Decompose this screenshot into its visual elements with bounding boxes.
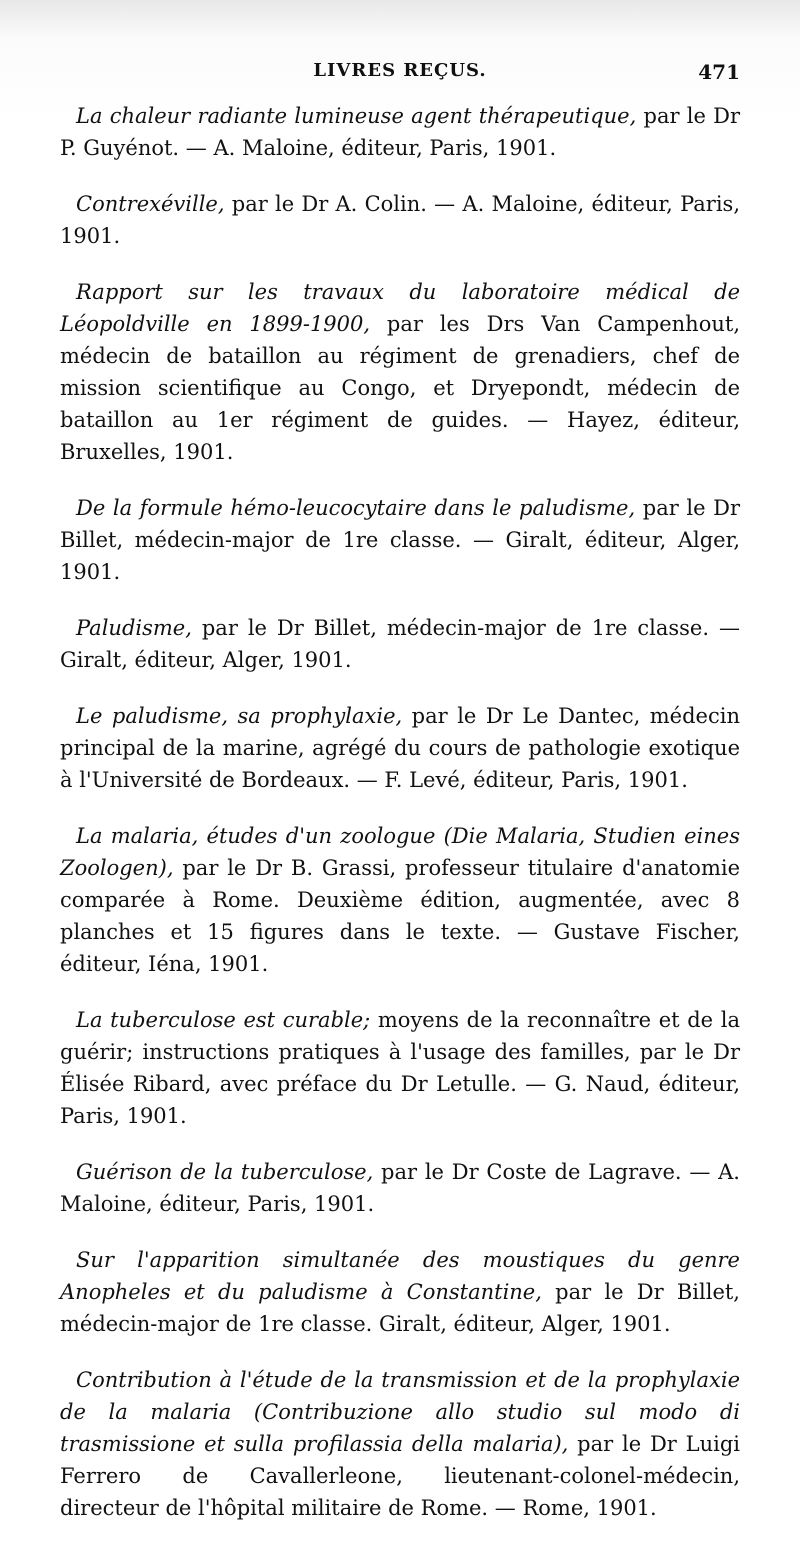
book-details: par le Dr B. Grassi, professeur titulaire d'anatomie comparée à Rome. Deuxième édition, augmentée, avec 8 planches et 15 figures dans le texte. — Gustave Fischer, éditeur, Iéna, 1901. <box>60 856 740 976</box>
book-title: La tuberculose est curable; <box>76 1008 371 1032</box>
book-title: La chaleur radiante lumineuse agent thérapeutique, <box>76 104 637 128</box>
book-details: par les Drs Van Campenhout, médecin de bataillon au régiment de grenadiers, chef de mission scientifique au Congo, et Dryepondt, médecin de bataillon au 1er régiment de guides. — Hayez, éditeur, Bruxelles, 1901. <box>60 312 740 464</box>
book-entry <box>60 1156 740 1220</box>
running-title: LIVRES REÇUS. <box>313 60 487 81</box>
book-details: par le Dr Billet, médecin-major de 1re classe. Giralt, éditeur, Alger, 1901. <box>60 1280 740 1336</box>
book-entry <box>60 188 740 252</box>
book-details: par le Dr Billet, médecin-major de 1re classe. — Giralt, éditeur, Alger, 1901. <box>60 496 741 584</box>
book-details: par le Dr Coste de Lagrave. — A. Maloine, éditeur, Paris, 1901. <box>60 1160 740 1216</box>
book-details: par le Dr Luigi Ferrero de Cavallerleone, lieutenant-colonel-médecin, directeur de l'hôpital militaire de Rome. — Rome, 1901. <box>60 1432 741 1520</box>
book-details: par le Dr A. Colin. — A. Maloine, éditeur, Paris, 1901. <box>60 192 740 248</box>
book-entry <box>60 1004 740 1132</box>
book-title: Le paludisme, sa prophylaxie, <box>76 704 403 728</box>
book-title: Rapport sur les travaux du laboratoire médical de Léopoldville en 1899-1900, <box>60 280 740 336</box>
page-header <box>60 60 740 90</box>
book-title: Contrexéville, <box>76 192 225 216</box>
book-entry <box>60 820 740 980</box>
book-details: moyens de la reconnaître et de la guérir; instructions pratiques à l'usage des familles, par le Dr Élisée Ribard, avec préface du Dr Letulle. — G. Naud, éditeur, Paris, 1901. <box>60 1008 740 1128</box>
book-title: Contribution à l'étude de la transmission et de la prophylaxie de la malaria (Contribuzione allo studio sul modo di trasmissione et sulla profilassia della malaria), <box>60 1368 740 1456</box>
book-title: De la formule hémo-leucocytaire dans le paludisme, <box>76 496 636 520</box>
book-title: Guérison de la tuberculose, <box>76 1160 374 1184</box>
book-entry <box>60 700 740 796</box>
book-details: par le Dr P. Guyénot. — A. Maloine, éditeur, Paris, 1901. <box>60 104 741 160</box>
book-entry <box>60 1244 740 1340</box>
book-entry <box>60 492 740 588</box>
book-entry <box>60 1364 740 1524</box>
book-entry <box>60 612 740 676</box>
book-details: par le Dr Le Dantec, médecin principal de la marine, agrégé du cours de pathologie exotique à l'Université de Bordeaux. — F. Levé, éditeur, Paris, 1901. <box>60 704 740 792</box>
book-details: par le Dr Billet, médecin-major de 1re classe. — Giralt, éditeur, Alger, 1901. <box>60 616 740 672</box>
book-title: Paludisme, <box>76 616 192 640</box>
book-title: Sur l'apparition simultanée des moustiques du genre Anopheles et du paludisme à Constantine, <box>60 1248 740 1304</box>
book-entry <box>60 100 740 164</box>
book-list <box>60 100 740 1548</box>
book-entry <box>60 276 740 468</box>
page-number: 471 <box>698 60 740 84</box>
book-title: La malaria, études d'un zoologue (Die Malaria, Studien eines Zoologen), <box>60 824 740 880</box>
